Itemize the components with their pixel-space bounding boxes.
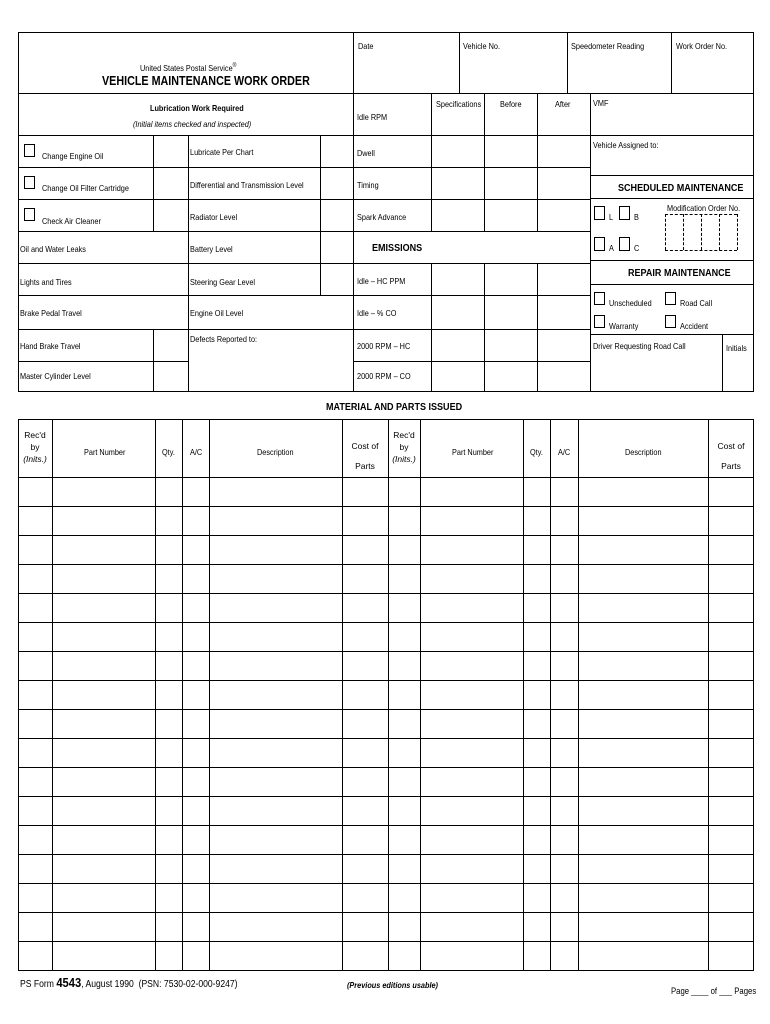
- mid-item: Engine Oil Level: [190, 308, 244, 318]
- left-item: Change Engine Oil: [42, 151, 104, 161]
- vehicle-no-field[interactable]: [461, 52, 565, 91]
- vmf-label: VMF: [593, 98, 609, 108]
- table-row[interactable]: [19, 623, 753, 651]
- emission-row: Idle – HC PPM: [357, 276, 406, 286]
- spec-row: Timing: [357, 180, 379, 190]
- mid-item: Steering Gear Level: [190, 277, 256, 287]
- table-row[interactable]: [19, 536, 753, 564]
- table-row[interactable]: [19, 652, 753, 680]
- checkbox-check-air-cleaner[interactable]: [24, 208, 35, 221]
- date-field[interactable]: [355, 52, 457, 91]
- mid-item: Lubricate Per Chart: [190, 147, 254, 157]
- left-item: Master Cylinder Level: [20, 371, 91, 381]
- qty-header: Qty.: [162, 447, 175, 457]
- emissions-heading: EMISSIONS: [372, 242, 423, 254]
- page-count: Page ____ of ___ Pages: [671, 986, 757, 996]
- table-row[interactable]: [19, 507, 753, 535]
- previous-editions-note: (Previous editions usable): [347, 980, 438, 990]
- left-item: Change Oil Filter Cartridge: [42, 183, 129, 193]
- vehicle-no-label: Vehicle No.: [463, 41, 500, 51]
- lubrication-subheading: (Initial items checked and inspected): [133, 119, 252, 129]
- table-row[interactable]: [19, 884, 753, 912]
- checkbox-sched-a[interactable]: [594, 237, 605, 251]
- lubrication-heading: Lubrication Work Required: [150, 103, 244, 113]
- emission-row: Idle – % CO: [357, 308, 397, 318]
- checkbox-road-call[interactable]: [665, 292, 676, 305]
- recd-header-left: Rec'd by (Inits.): [23, 430, 47, 464]
- table-row[interactable]: [19, 565, 753, 593]
- part-number-header: Part Number: [452, 447, 494, 457]
- work-order-field[interactable]: [673, 52, 752, 91]
- cost-header-right: Cost of Parts: [717, 441, 745, 471]
- table-row[interactable]: [19, 710, 753, 738]
- left-item: Lights and Tires: [20, 277, 72, 287]
- description-header: Description: [625, 447, 662, 457]
- speedometer-field[interactable]: [569, 52, 669, 91]
- specifications-header: Specifications: [436, 99, 482, 109]
- speedometer-label: Speedometer Reading: [571, 41, 645, 51]
- form-id: PS Form 4543, August 1990 (PSN: 7530-02-000-9247): [20, 975, 238, 990]
- work-order-label: Work Order No.: [676, 41, 728, 51]
- mid-item: Differential and Transmission Level: [190, 180, 304, 190]
- repair-option: Road Call: [680, 298, 713, 308]
- table-row[interactable]: [19, 913, 753, 941]
- repair-option: Warranty: [609, 321, 639, 331]
- sched-option: B: [634, 212, 639, 222]
- checkbox-warranty[interactable]: [594, 315, 605, 328]
- date-label: Date: [358, 41, 374, 51]
- before-header: Before: [500, 99, 522, 109]
- left-item: Oil and Water Leaks: [20, 244, 86, 254]
- table-row[interactable]: [19, 797, 753, 825]
- driver-requesting-label: Driver Requesting Road Call: [593, 341, 686, 351]
- emission-row: 2000 RPM – CO: [357, 371, 411, 381]
- repair-maintenance-heading: REPAIR MAINTENANCE: [628, 267, 731, 279]
- mid-item: Radiator Level: [190, 212, 238, 222]
- cost-header-left: Cost of Parts: [351, 441, 379, 471]
- left-item: Check Air Cleaner: [42, 216, 101, 226]
- qty-header: Qty.: [530, 447, 543, 457]
- spec-row: Dwell: [357, 148, 375, 158]
- scheduled-maintenance-heading: SCHEDULED MAINTENANCE: [618, 182, 744, 194]
- checkbox-sched-l[interactable]: [594, 206, 605, 220]
- table-row[interactable]: [19, 739, 753, 767]
- vehicle-assigned-label: Vehicle Assigned to:: [593, 140, 659, 150]
- ac-header: A/C: [190, 447, 203, 457]
- mid-item: Battery Level: [190, 244, 233, 254]
- table-row[interactable]: [19, 681, 753, 709]
- table-row[interactable]: [19, 826, 753, 854]
- spec-row: Idle RPM: [357, 112, 388, 122]
- checkbox-unscheduled[interactable]: [594, 292, 605, 305]
- modification-label: Modification Order No.: [667, 203, 741, 213]
- checkbox-accident[interactable]: [665, 315, 676, 328]
- part-number-header: Part Number: [84, 447, 126, 457]
- after-header: After: [555, 99, 571, 109]
- left-item: Brake Pedal Travel: [20, 308, 82, 318]
- description-header: Description: [257, 447, 294, 457]
- initials-label: Initials: [726, 343, 747, 353]
- defects-label: Defects Reported to:: [190, 334, 258, 344]
- checkbox-sched-b[interactable]: [619, 206, 630, 220]
- spec-row: Spark Advance: [357, 212, 407, 222]
- table-row[interactable]: [19, 942, 753, 970]
- form-title: VEHICLE MAINTENANCE WORK ORDER: [102, 74, 310, 88]
- parts-heading: MATERIAL AND PARTS ISSUED: [326, 401, 463, 413]
- repair-option: Accident: [680, 321, 709, 331]
- left-item: Hand Brake Travel: [20, 341, 81, 351]
- checkbox-change-engine-oil[interactable]: [24, 144, 35, 157]
- sched-option: A: [609, 243, 614, 253]
- table-row[interactable]: [19, 768, 753, 796]
- ac-header: A/C: [558, 447, 571, 457]
- checkbox-sched-c[interactable]: [619, 237, 630, 251]
- table-row[interactable]: [19, 478, 753, 506]
- repair-option: Unscheduled: [609, 298, 652, 308]
- recd-header-right: Rec'd by (Inits.): [392, 430, 416, 464]
- sched-option: L: [609, 212, 614, 222]
- agency-name: United States Postal Service®: [140, 62, 237, 73]
- sched-option: C: [634, 243, 640, 253]
- table-row[interactable]: [19, 855, 753, 883]
- table-row[interactable]: [19, 594, 753, 622]
- emission-row: 2000 RPM – HC: [357, 341, 411, 351]
- checkbox-change-oil-filter[interactable]: [24, 176, 35, 189]
